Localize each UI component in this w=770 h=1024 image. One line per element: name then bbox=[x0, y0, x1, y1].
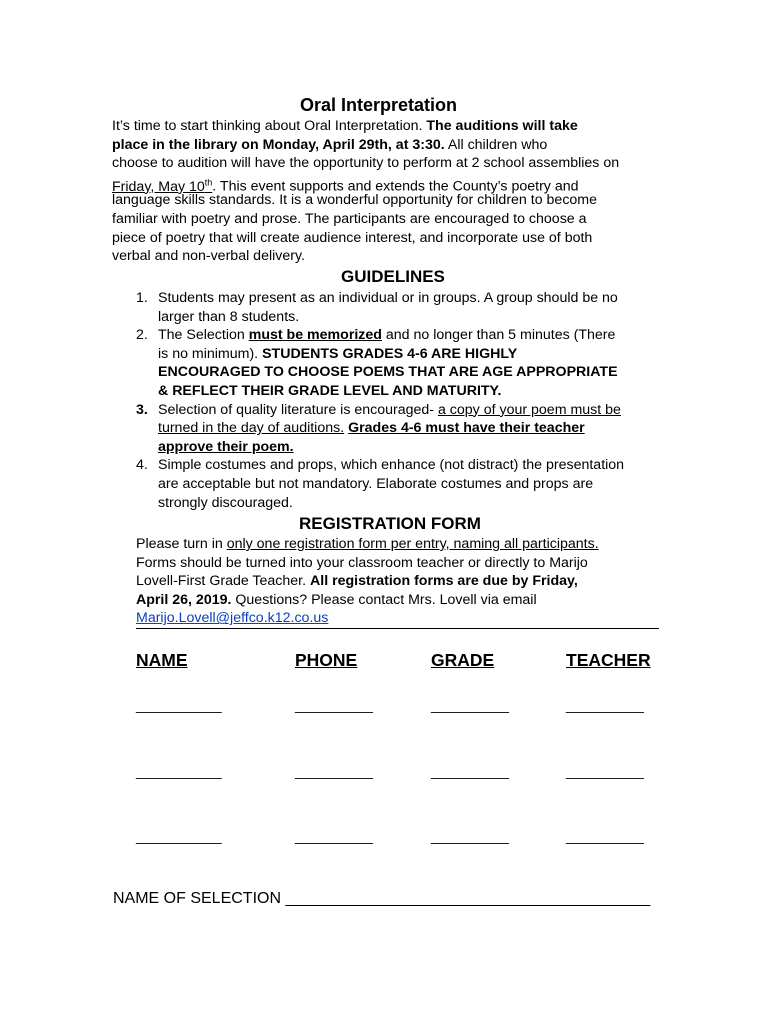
list-number: 1. bbox=[136, 290, 148, 306]
phone-field-1[interactable]: __________ bbox=[295, 697, 373, 713]
selection-field[interactable]: _________________________________________ bbox=[285, 890, 651, 907]
intro-text: . This event supports and extends the County’s poetry and bbox=[212, 178, 579, 195]
registration-emphasis: All registration forms are due by Friday, bbox=[310, 573, 578, 590]
guideline-text: Selection of quality literature is encouraged- bbox=[158, 401, 438, 418]
name-field-1[interactable]: ___________ bbox=[136, 697, 222, 713]
guideline-4-line-3: strongly discouraged. bbox=[158, 494, 293, 511]
guideline-3-line-2 bbox=[158, 419, 585, 438]
guideline-text: The Selection bbox=[158, 327, 249, 344]
teacher-field-2[interactable]: __________ bbox=[566, 763, 644, 779]
intro-line-6: familiar with poetry and prose. The participants are encouraged to choose a bbox=[112, 211, 587, 227]
grade-field-2[interactable]: __________ bbox=[431, 763, 509, 779]
guideline-2-line-2 bbox=[158, 345, 517, 364]
contact-email-link[interactable]: Marijo.Lovell@jeffco.k12.co.us bbox=[136, 610, 329, 627]
intro-text: It’s time to start thinking about Oral Interpretation. bbox=[112, 118, 427, 134]
registration-line-3 bbox=[136, 572, 578, 591]
guideline-underlined: turned in the day of auditions. bbox=[158, 420, 345, 437]
registration-line-2: Forms should be turned into your classroom teacher or directly to Marijo bbox=[136, 554, 588, 571]
event-date-text: Friday, May 10 bbox=[112, 178, 205, 195]
guidelines-heading: GUIDELINES bbox=[341, 267, 445, 286]
guideline-3 bbox=[136, 401, 621, 420]
selection-row bbox=[113, 890, 650, 908]
teacher-field-1[interactable]: __________ bbox=[566, 697, 644, 713]
guideline-text: Simple costumes and props, which enhance (not distract) the presentation bbox=[158, 457, 625, 474]
guideline-3-line-3: approve their poem. bbox=[158, 438, 294, 455]
guideline-1 bbox=[136, 289, 618, 308]
registration-line-1 bbox=[136, 535, 599, 554]
registration-heading: REGISTRATION FORM bbox=[299, 514, 481, 533]
intro-line-7: piece of poetry that will create audience interest, and incorporate use of both bbox=[112, 229, 593, 246]
intro-line-2 bbox=[112, 136, 547, 155]
list-number: 2. bbox=[136, 327, 148, 344]
document-title: Oral Interpretation bbox=[300, 95, 458, 115]
intro-text: All children who bbox=[444, 136, 548, 153]
registration-text: Please turn in bbox=[136, 536, 227, 552]
guideline-text: Students may present as an individual or in groups. A group should be no bbox=[158, 290, 618, 306]
registration-underlined: only one registration form per entry, naming all participants. bbox=[226, 536, 599, 552]
name-field-3[interactable]: ___________ bbox=[136, 828, 222, 844]
guideline-4 bbox=[136, 456, 624, 475]
guideline-emphasis: STUDENTS GRADES 4-6 ARE HIGHLY bbox=[262, 345, 518, 362]
section-divider bbox=[136, 628, 659, 629]
grade-field-1[interactable]: __________ bbox=[431, 697, 509, 713]
guideline-2-line-4: & REFLECT THEIR GRADE LEVEL AND MATURITY. bbox=[158, 383, 502, 399]
guideline-text: is no minimum). bbox=[158, 345, 263, 362]
guideline-underlined: a copy of your poem must be bbox=[437, 401, 621, 418]
ordinal-suffix: th bbox=[204, 176, 213, 187]
intro-line-8: verbal and non-verbal delivery. bbox=[112, 248, 305, 265]
teacher-field-3[interactable]: __________ bbox=[566, 828, 644, 844]
intro-bold-text: place in the library on Monday, April 29th, at 3:30. bbox=[112, 136, 445, 153]
phone-field-2[interactable]: __________ bbox=[295, 763, 373, 779]
guideline-text: and no longer than 5 minutes (There bbox=[381, 327, 616, 344]
list-number: 4. bbox=[136, 457, 148, 474]
guideline-1-line-2: larger than 8 students. bbox=[158, 308, 300, 325]
name-field-2[interactable]: ___________ bbox=[136, 763, 222, 779]
guideline-emphasis: must be memorized bbox=[248, 327, 382, 344]
registration-text: Lovell-First Grade Teacher. bbox=[136, 573, 311, 590]
intro-line-3: choose to audition will have the opportunity to perform at 2 school assemblies on bbox=[112, 155, 620, 172]
selection-label: NAME OF SELECTION bbox=[113, 890, 282, 907]
grade-field-3[interactable]: __________ bbox=[431, 828, 509, 844]
guideline-2-line-3: ENCOURAGED TO CHOOSE POEMS THAT ARE AGE APPROPRIATE bbox=[158, 364, 618, 381]
guideline-emphasis: Grades 4-6 must have their teacher bbox=[348, 420, 585, 437]
column-header-grade: GRADE bbox=[431, 650, 495, 670]
guideline-2 bbox=[136, 326, 615, 345]
column-header-teacher: TEACHER bbox=[566, 650, 651, 670]
phone-field-3[interactable]: __________ bbox=[295, 828, 373, 844]
column-header-name: NAME bbox=[136, 650, 188, 670]
intro-bold-text: The auditions will take bbox=[426, 118, 578, 134]
column-header-phone: PHONE bbox=[295, 650, 358, 670]
intro-line-1 bbox=[112, 117, 578, 136]
registration-emphasis: April 26, 2019. bbox=[136, 591, 232, 608]
intro-line-5: language skills standards. It is a wonderful opportunity for children to become bbox=[112, 192, 598, 209]
guideline-4-line-2: are acceptable but not mandatory. Elaborate costumes and props are bbox=[158, 476, 594, 492]
registration-line-4 bbox=[136, 591, 537, 610]
list-number: 3. bbox=[136, 401, 148, 418]
registration-text: Questions? Please contact Mrs. Lovell via email bbox=[231, 591, 537, 608]
